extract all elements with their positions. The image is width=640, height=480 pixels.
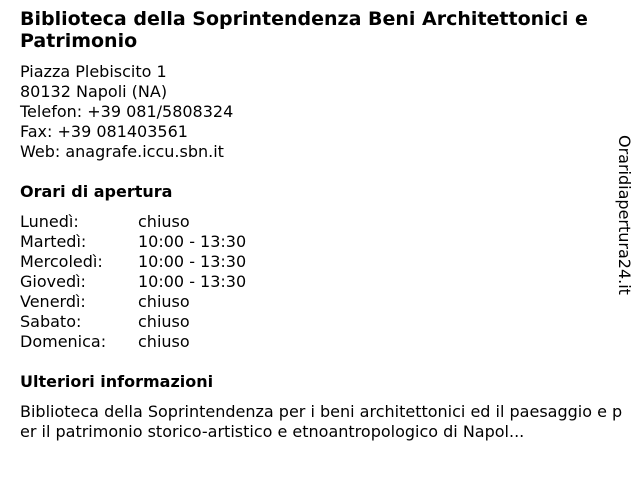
hours-heading: Orari di apertura <box>20 182 173 201</box>
site-watermark: Oraridiapertura24.it <box>615 135 634 295</box>
info-description: Biblioteca della Soprintendenza per i beni architettonici ed il paesaggio e per il patrimonio storico-artistico e etnoantropologico di Napol... <box>20 402 623 441</box>
day-label: Giovedì: <box>20 272 86 291</box>
hours-row-tuesday <box>20 232 620 252</box>
day-label: Venerdì: <box>20 292 86 311</box>
day-label: Lunedì: <box>20 212 79 231</box>
hours-row-saturday <box>20 312 620 332</box>
hours-row-monday <box>20 212 620 232</box>
hours-row-thursday <box>20 272 620 292</box>
info-heading: Ulteriori informazioni <box>20 372 214 391</box>
web-line: Web: anagrafe.iccu.sbn.it <box>20 142 224 161</box>
hours-table <box>20 212 620 352</box>
hours-row-sunday <box>20 332 620 352</box>
address-street: Piazza Plebiscito 1 <box>20 62 167 81</box>
hours-row-friday <box>20 292 620 312</box>
hours-row-wednesday <box>20 252 620 272</box>
library-detail <box>20 8 623 442</box>
day-time: chiuso <box>138 332 190 351</box>
day-label: Martedì: <box>20 232 87 251</box>
fax-line: Fax: +39 081403561 <box>20 122 188 141</box>
day-label: Domenica: <box>20 332 107 351</box>
day-time: chiuso <box>138 312 190 331</box>
library-title: Biblioteca della Soprintendenza Beni Architettonici e Patrimonio <box>20 8 588 52</box>
day-time: chiuso <box>138 212 190 231</box>
phone-line: Telefon: +39 081/5808324 <box>20 102 234 121</box>
day-label: Sabato: <box>20 312 82 331</box>
day-time: chiuso <box>138 292 190 311</box>
day-label: Mercoledì: <box>20 252 103 271</box>
day-time: 10:00 - 13:30 <box>138 232 247 251</box>
day-time: 10:00 - 13:30 <box>138 272 247 291</box>
contact-block <box>20 62 620 162</box>
day-time: 10:00 - 13:30 <box>138 252 247 271</box>
address-city: 80132 Napoli (NA) <box>20 82 168 101</box>
